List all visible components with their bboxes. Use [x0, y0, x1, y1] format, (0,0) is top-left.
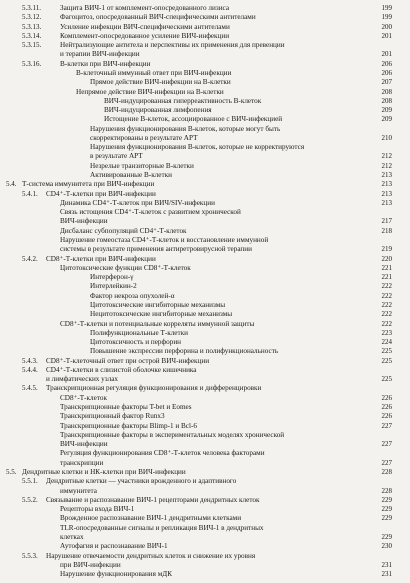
- toc-entry-page: 226: [381, 412, 392, 421]
- toc-entry: [0, 171, 410, 180]
- toc-entry-page: 229: [381, 505, 392, 514]
- toc-entry: [0, 403, 410, 412]
- toc-entry: [0, 533, 410, 542]
- toc-entry-page: 228: [381, 486, 392, 495]
- toc-entry-page: 218: [381, 226, 392, 235]
- toc-entry-title: Нейтрализующие антитела и перспективы их применения для превенции: [60, 41, 285, 50]
- toc-entry: [0, 338, 410, 347]
- toc-entry-title: В-клетки при ВИЧ-инфекции: [60, 59, 151, 68]
- toc-entry-title: ВИЧ-инфекции: [60, 217, 108, 226]
- toc-entry-title: В-клеточный иммунный ответ при ВИЧ-инфекции: [76, 68, 232, 77]
- toc-entry-title: Нарушения функционирования В-клеток, которые могут быть: [90, 124, 281, 133]
- toc-entry: [0, 282, 410, 291]
- toc-entry-title: CD4⁺-Т-клетки в слизистой оболочке кишечника: [46, 365, 197, 374]
- toc-entry: [0, 394, 410, 403]
- toc-entry-title: Т-система иммунитета при ВИЧ-инфекции: [22, 180, 155, 189]
- toc-entry: [0, 208, 410, 217]
- toc-entry-title: Дисбаланс субпопуляций CD4⁺-Т-клеток: [60, 226, 187, 235]
- toc-entry-title: Полифункциональные Т-клетки: [90, 328, 188, 337]
- toc-entry-page: 213: [381, 198, 392, 207]
- toc-entry-title: Активированные В-клетки: [90, 171, 172, 180]
- toc-entry-page: 225: [381, 347, 392, 356]
- toc-entry-page: 227: [381, 421, 392, 430]
- toc-entry-title: при ВИЧ-инфекции: [60, 560, 121, 569]
- toc-entry-title: и терапии ВИЧ-инфекции: [60, 50, 140, 59]
- toc-entry-title: Нецитотоксические ингибиторные механизмы: [90, 310, 233, 319]
- toc-entry-title: Рецепторы входа ВИЧ-1: [60, 505, 135, 514]
- toc-entry-title: иммунитета: [60, 486, 97, 495]
- toc-entry: [0, 384, 410, 393]
- toc-entry-title: Фагоцитоз, опосредованный ВИЧ-специфическими антителами: [60, 13, 256, 22]
- toc-entry: [0, 431, 410, 440]
- toc-entry: [0, 199, 410, 208]
- toc-entry-title: транскрипции: [60, 458, 104, 467]
- toc-entry-page: 200: [381, 22, 392, 31]
- toc-entry-page: 209: [381, 106, 392, 115]
- toc-entry-title: Цитотоксичность и перфорин: [90, 338, 182, 347]
- toc-entry: [0, 487, 410, 496]
- toc-entry-page: 219: [381, 245, 392, 254]
- toc-entry-page: 206: [381, 59, 392, 68]
- toc-entry: [0, 152, 410, 161]
- toc-entry-number: 5.4.2.: [22, 254, 38, 263]
- toc-entry-title: Аутофагия и распознавание ВИЧ-1: [60, 542, 168, 551]
- toc-entry: [0, 255, 410, 264]
- toc-entry-title: CD8⁺-Т-клеточный ответ при острой ВИЧ-инфекции: [46, 356, 210, 365]
- toc-entry: [0, 496, 410, 505]
- toc-entry-page: 222: [381, 310, 392, 319]
- toc-entry-page: 231: [381, 570, 392, 579]
- toc-entry-page: 231: [381, 560, 392, 569]
- toc-entry-number: 5.3.16.: [22, 59, 42, 68]
- toc-entry-page: 208: [381, 87, 392, 96]
- toc-entry-page: 225: [381, 375, 392, 384]
- toc-entry: [0, 143, 410, 152]
- toc-entry-title: ВИЧ-индуцированная гиперреактивность В-клеток: [104, 96, 262, 105]
- toc-entry-page: 229: [381, 514, 392, 523]
- toc-entry-number: 5.5.1.: [22, 477, 38, 486]
- toc-entry-page: 221: [381, 263, 392, 272]
- toc-entry-page: 222: [381, 300, 392, 309]
- toc-entry: [0, 227, 410, 236]
- toc-entry: [0, 375, 410, 384]
- toc-entry: [0, 366, 410, 375]
- toc-entry-title: Нарушение отвечаемости дендритных клеток и снижение их уровня: [46, 551, 256, 560]
- toc-entry: [0, 329, 410, 338]
- toc-entry-title: Дендритные клетки — участники врожденного и адаптивного: [46, 477, 237, 486]
- toc-entry: [0, 347, 410, 356]
- toc-entry: [0, 115, 410, 124]
- toc-entry-page: 221: [381, 273, 392, 282]
- toc-entry: [0, 217, 410, 226]
- toc-entry-title: скорректированы в результате АРТ: [90, 133, 198, 142]
- toc-entry-title: CD8⁺-Т-клетки и потенциальные корреляты иммунной защиты: [60, 319, 255, 328]
- toc-entry-title: клетках: [60, 532, 84, 541]
- toc-entry-title: Незрелые транзиторные В-клетки: [90, 161, 194, 170]
- toc-entry: [0, 4, 410, 13]
- toc-entry-title: Нарушение функционирования мДК: [60, 570, 172, 579]
- toc-entry: [0, 78, 410, 87]
- toc-entry-title: Регуляция функционирования CD8⁺-Т-клеток человека факторами: [60, 449, 265, 458]
- toc-entry-title: ВИЧ-индуцированная лимфопения: [104, 106, 212, 115]
- toc-entry-page: 213: [381, 171, 392, 180]
- toc-entry-page: 229: [381, 532, 392, 541]
- toc-entry: [0, 570, 410, 579]
- toc-entry-page: 226: [381, 393, 392, 402]
- toc-entry-page: 210: [381, 133, 392, 142]
- toc-entry-page: 230: [381, 542, 392, 551]
- toc-entry-title: Непрямое действие ВИЧ-инфекции на В-клетки: [76, 87, 224, 96]
- toc-entry-page: 213: [381, 189, 392, 198]
- toc-entry-page: 227: [381, 458, 392, 467]
- toc-entry-number: 5.4.5.: [22, 384, 38, 393]
- toc-entry-title: Комплемент-опосредованное усиление ВИЧ-инфекции: [60, 31, 230, 40]
- toc-entry: [0, 505, 410, 514]
- toc-entry-title: Защита ВИЧ-1 от комплемент-опосредованного лизиса: [60, 4, 230, 12]
- toc-entry-title: Нарушения функционирования В-клеток, которые не корректируются: [90, 143, 305, 152]
- toc-entry-title: TLR-опосредованные сигналы и репликация ВИЧ-1 в дендритных: [60, 523, 264, 532]
- toc-entry-number: 5.4.4.: [22, 365, 38, 374]
- toc-entry: [0, 449, 410, 458]
- toc-entry-page: 213: [381, 180, 392, 189]
- toc-entry-title: Связывание и распознавание ВИЧ-1 рецепторами дендритных клеток: [46, 495, 260, 504]
- toc-entry: [0, 561, 410, 570]
- toc-entry-number: 5.3.15.: [22, 41, 42, 50]
- toc-entry: [0, 106, 410, 115]
- toc-entry: [0, 264, 410, 273]
- toc-entry-page: 226: [381, 403, 392, 412]
- toc-entry: [0, 412, 410, 421]
- toc-entry: [0, 422, 410, 431]
- toc-entry-page: 220: [381, 254, 392, 263]
- toc-entry-page: 223: [381, 328, 392, 337]
- toc-entry-page: 209: [381, 115, 392, 124]
- toc-entry: [0, 357, 410, 366]
- toc-entry: [0, 88, 410, 97]
- toc-entry: [0, 468, 410, 477]
- toc-entry-page: 224: [381, 338, 392, 347]
- toc-entry-page: 207: [381, 78, 392, 87]
- toc-entry-title: Связь истощения CD4⁺-Т-клеток с развитием хронической: [60, 208, 241, 217]
- toc-entry: [0, 245, 410, 254]
- toc-entry: [0, 134, 410, 143]
- toc-entry-title: Транскрипционные факторы T-bet и Eomes: [60, 403, 192, 412]
- toc-entry: [0, 190, 410, 199]
- toc-entry-title: Дендритные клетки и НК-клетки при ВИЧ-инфекции: [22, 468, 186, 476]
- toc-entry: [0, 60, 410, 69]
- toc-entry-title: Фактор некроза опухолей-α: [90, 291, 175, 300]
- toc-entry-page: 212: [381, 152, 392, 161]
- toc-entry: [0, 477, 410, 486]
- toc-entry: [0, 97, 410, 106]
- toc-entry: [0, 125, 410, 134]
- toc-entry-title: Нарушение гомеостаза CD4⁺-Т-клеток и восстановление иммунной: [60, 236, 269, 244]
- toc-entry-title: Прямое действие ВИЧ-инфекции на В-клетки: [90, 78, 231, 87]
- toc-entry-page: 199: [381, 13, 392, 22]
- toc-entry-page: 208: [381, 96, 392, 105]
- toc-entry: [0, 23, 410, 32]
- toc-entry-title: Транскрипционные факторы в экспериментальных моделях хронической: [60, 430, 285, 439]
- toc-entry-title: и лимфатических узлах: [46, 375, 118, 384]
- toc-entry: [0, 301, 410, 310]
- toc-entry: [0, 440, 410, 449]
- toc-entry-title: ВИЧ-инфекции: [60, 440, 108, 449]
- toc-entry-title: в результате АРТ: [90, 152, 143, 161]
- toc-entry-number: 5.5.3.: [22, 551, 38, 560]
- toc-entry: [0, 50, 410, 59]
- toc-entry: [0, 273, 410, 282]
- toc-entry-page: 201: [381, 31, 392, 40]
- toc-entry: [0, 41, 410, 50]
- toc-entry: [0, 69, 410, 78]
- toc-entry-number: 5.5.2.: [22, 495, 38, 504]
- toc-entry-page: 225: [381, 356, 392, 365]
- toc-entry-page: 229: [381, 495, 392, 504]
- toc-entry: [0, 514, 410, 523]
- toc-entry-title: Цитотоксические ингибиторные механизмы: [90, 300, 226, 309]
- toc-entry-number: 5.3.11.: [22, 4, 41, 12]
- toc-entry-page: 228: [381, 468, 392, 476]
- toc-entry-page: 222: [381, 282, 392, 291]
- toc-entry: [0, 32, 410, 41]
- toc-entry: [0, 552, 410, 561]
- toc-entry-title: CD8⁺-Т-клеток: [60, 393, 107, 402]
- toc-entry: [0, 310, 410, 319]
- toc-entry-title: Интерлейкин-2: [90, 282, 137, 291]
- toc-entry-number: 5.4.3.: [22, 356, 38, 365]
- toc-entry: [0, 542, 410, 551]
- toc-entry-title: Цитотоксические функции CD8⁺-Т-клеток: [60, 263, 191, 272]
- toc-entry: [0, 180, 410, 189]
- toc-entry: [0, 236, 410, 245]
- toc-entry-number: 5.3.12.: [22, 13, 42, 22]
- toc-entry-number: 5.3.14.: [22, 31, 42, 40]
- toc-entry-number: 5.4.: [6, 180, 17, 189]
- toc-entry-number: 5.3.13.: [22, 22, 42, 31]
- toc-entry-title: Усиление инфекции ВИЧ-специфическими антителами: [60, 22, 230, 31]
- toc-entry-page: 217: [381, 217, 392, 226]
- toc-entry-page: 199: [381, 4, 392, 12]
- toc-entry: [0, 13, 410, 22]
- toc-entry: [0, 162, 410, 171]
- toc-entry-title: системы в результате применения антиретровирусной терапии: [60, 245, 252, 254]
- toc-entry-title: Истощение В-клеток, ассоциированное с ВИЧ-инфекцией: [104, 115, 283, 124]
- toc-entry-page: 206: [381, 68, 392, 77]
- toc-entry-title: Врожденное распознавание ВИЧ-1 дендритными клетками: [60, 514, 242, 523]
- toc-entry-number: 5.5.: [6, 468, 17, 476]
- toc-entry-page: 222: [381, 319, 392, 328]
- toc-entry-title: Повышение экспрессии перфорина и полифункциональность: [90, 347, 279, 356]
- toc-entry-title: CD8⁺-Т-клетки при ВИЧ-инфекции: [46, 254, 156, 263]
- toc-entry-page: 201: [381, 50, 392, 59]
- toc-entry: [0, 459, 410, 468]
- toc-entry: [0, 292, 410, 301]
- toc-entry-title: Динамика CD4⁺-Т-клеток при ВИЧ/SIV-инфекции: [60, 198, 215, 207]
- toc-entry: [0, 524, 410, 533]
- toc-entry: [0, 320, 410, 329]
- toc-entry-title: CD4⁺-Т-клетки при ВИЧ-инфекции: [46, 189, 156, 198]
- toc-entry-number: 5.4.1.: [22, 189, 38, 198]
- toc-entry-page: 227: [381, 440, 392, 449]
- toc-entry-page: 212: [381, 161, 392, 170]
- toc-entry-title: Транскрипционная регуляция функционирования и дифференцировки: [46, 384, 262, 393]
- toc-entry-title: Транскрипционные факторы Blimp-1 и Bcl-6: [60, 421, 197, 430]
- toc-entry-page: 222: [381, 291, 392, 300]
- toc-entry-title: Интерферон-γ: [90, 273, 134, 282]
- toc-entry-title: Транскрипционный фактор Runx3: [60, 412, 165, 421]
